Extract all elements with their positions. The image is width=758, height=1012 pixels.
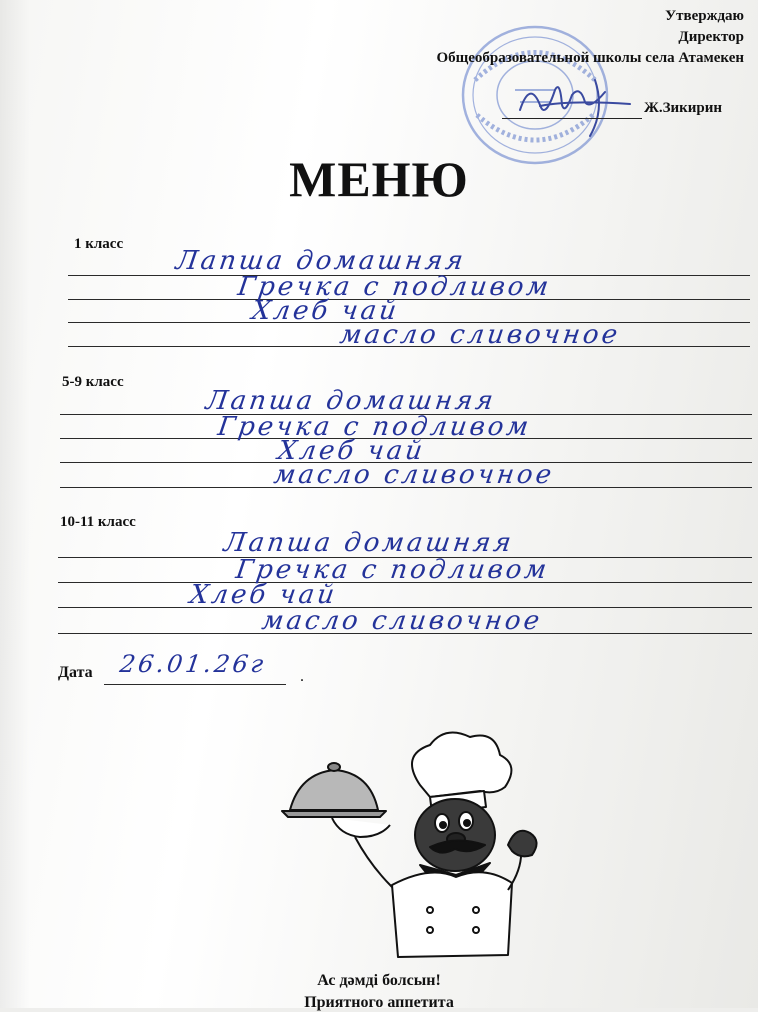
menu-item: Гречка с подливом (215, 412, 534, 442)
director-role: Директор (678, 29, 744, 45)
approval-word: Утверждаю (665, 8, 744, 24)
chef-illustration-icon (280, 725, 550, 965)
menu-item: масло сливочное (337, 320, 623, 350)
page-title: МЕНЮ (289, 151, 469, 207)
signature-line (502, 118, 642, 119)
date-dot: . (300, 668, 304, 685)
menu-item: Хлеб чай (275, 436, 428, 466)
menu-item: масло сливочное (271, 460, 557, 490)
date-label: Дата (58, 664, 93, 681)
date-line (104, 684, 286, 685)
menu-item: Лапша домашняя (173, 246, 468, 276)
school-name: Общеобразовательной школы села Атамекен (436, 50, 744, 66)
footer-kazakh: Ас дәмді болсын! (317, 972, 441, 989)
signature-icon (510, 70, 650, 140)
section-label-10-11-class: 10-11 класс (60, 514, 136, 530)
director-name: Ж.Зикирин (644, 100, 723, 116)
approval-block (436, 6, 744, 69)
menu-item: масло сливочное (259, 606, 545, 636)
date-value: 26.01.26г (118, 650, 268, 678)
menu-item: Лапша домашняя (203, 386, 498, 416)
menu-item: Гречка с подливом (233, 555, 552, 585)
menu-item: Лапша домашняя (221, 528, 516, 558)
menu-item: Хлеб чай (249, 296, 402, 326)
section-label-5-9-class: 5-9 класс (62, 374, 124, 390)
menu-item: Хлеб чай (187, 580, 340, 610)
footer-russian: Приятного аппетита (304, 994, 454, 1011)
section-label-1-class: 1 класс (74, 236, 124, 252)
menu-item: Гречка с подливом (235, 272, 554, 302)
